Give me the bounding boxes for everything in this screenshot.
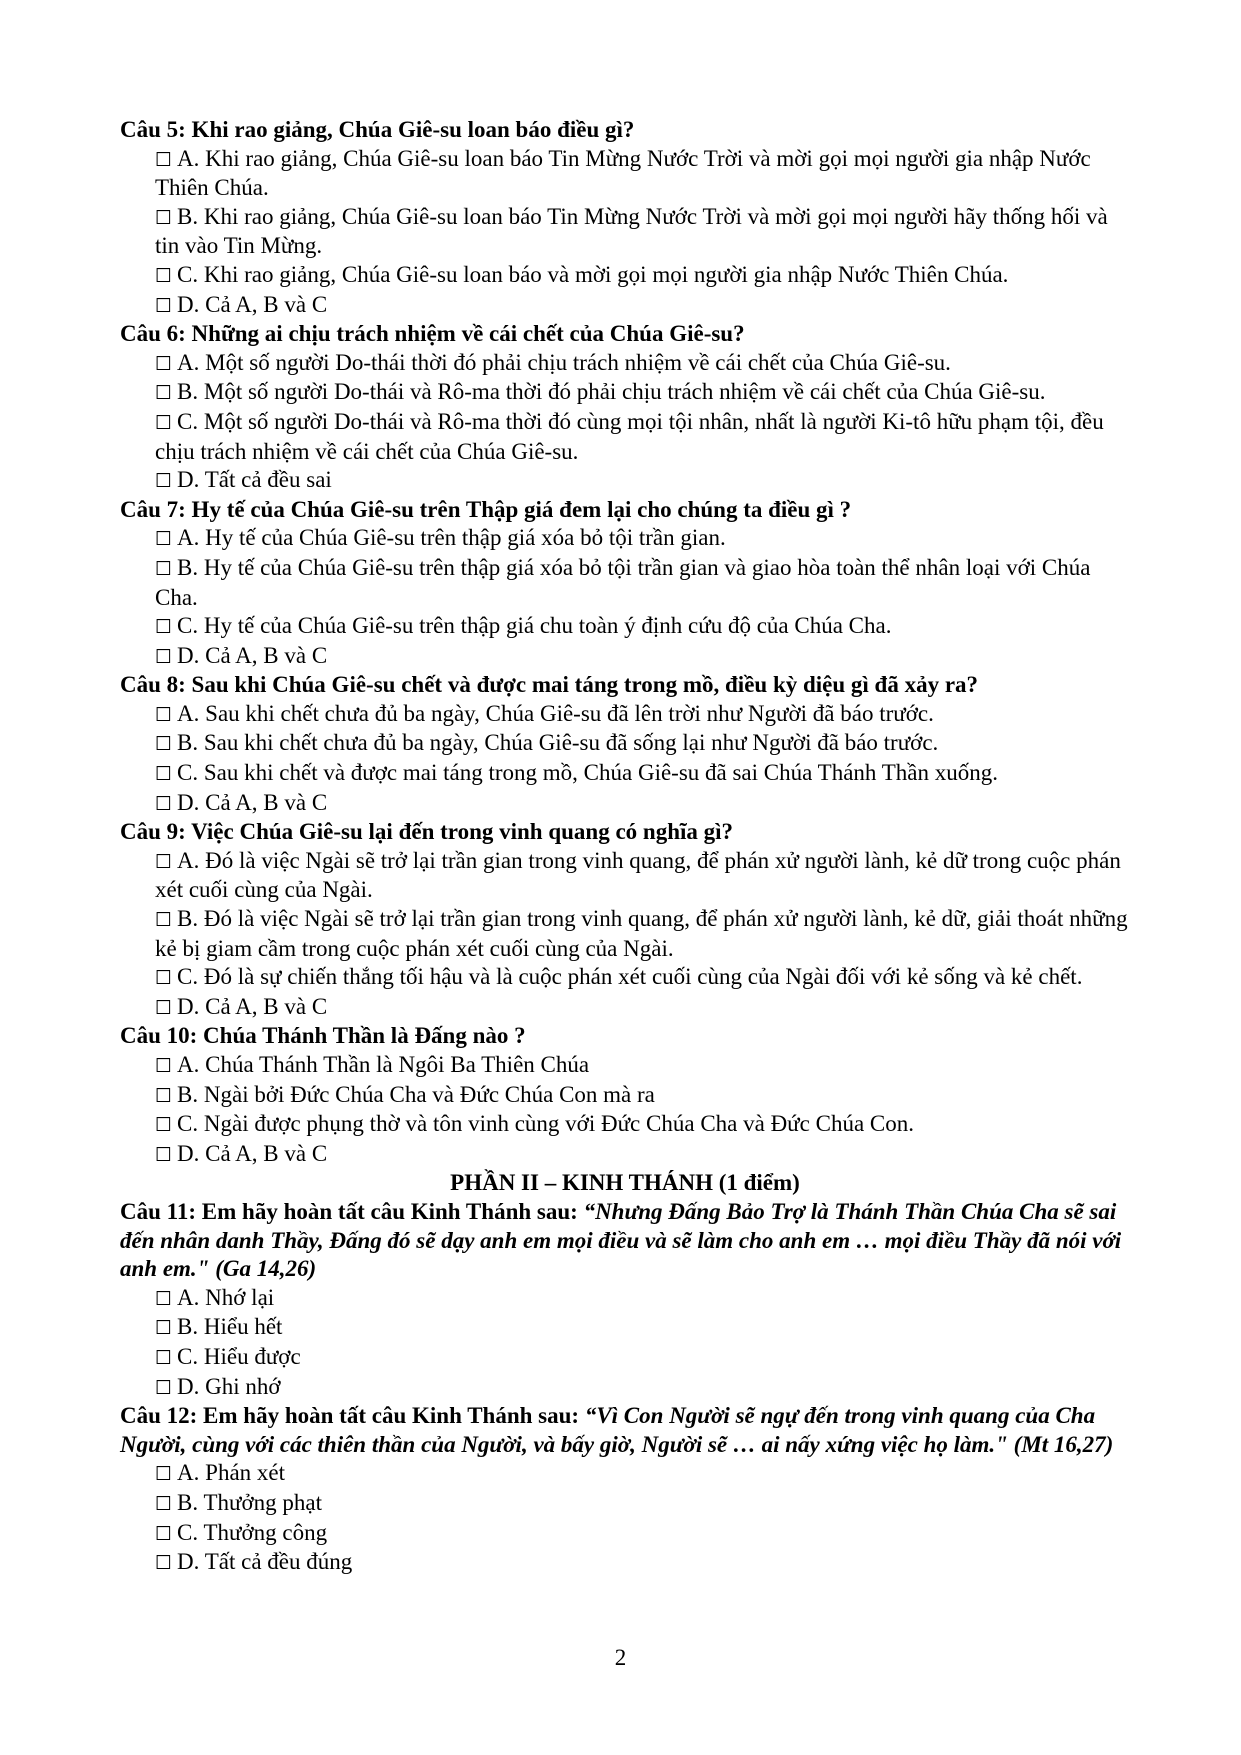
option-text: B. Hiểu hết	[177, 1314, 283, 1340]
option-text: D. Cả A, B và C	[177, 1140, 328, 1166]
checkbox-icon[interactable]: ☐	[155, 909, 173, 932]
option-text: B. Khi rao giảng, Chúa Giê-su loan báo Tin Mừng Nước Trời và mời gọi mọi người hãy thống hối và tin vào Tin Mừng.	[155, 203, 1108, 259]
question-title: Câu 6: Những ai chịu trách nhiệm về cái chết của Chúa Giê-su?	[120, 321, 745, 347]
question-prompt: Câu 11: Em hãy hoàn tất câu Kinh Thánh sau:	[120, 1198, 584, 1224]
answer-option	[155, 349, 1130, 379]
checkbox-icon[interactable]: ☐	[155, 792, 173, 815]
question-title: Câu 5: Khi rao giảng, Chúa Giê-su loan báo điều gì?	[120, 117, 635, 142]
option-text: C. Đó là sự chiến thắng tối hậu và là cuộc phán xét cuối cùng của Ngài đối với kẻ sống và kẻ chết.	[177, 964, 1083, 990]
option-text: B. Đó là việc Ngài sẽ trở lại trần gian trong vinh quang, để phán xử người lành, kẻ dữ, giải thoát những kẻ bị giam cầm trong cuộc phán xét cuối cùng của Ngài.	[155, 906, 1128, 961]
checkbox-icon[interactable]: ☐	[155, 645, 173, 668]
answer-option	[155, 203, 1130, 261]
checkbox-icon[interactable]: ☐	[155, 1463, 173, 1486]
answer-option	[155, 145, 1130, 203]
answer-option	[155, 1110, 1130, 1140]
question-block	[120, 116, 1130, 320]
answer-option	[155, 729, 1130, 759]
option-text: D. Cả A, B và C	[177, 291, 328, 317]
option-text: A. Khi rao giảng, Chúa Giê-su loan báo Tin Mừng Nước Trời và mời gọi mọi người gia nhập Nước Thiên Chúa.	[155, 145, 1091, 201]
answer-option	[155, 524, 1130, 554]
option-text: C. Khi rao giảng, Chúa Giê-su loan báo và mời gọi mọi người gia nhập Nước Thiên Chúa.	[177, 261, 1009, 287]
option-text: D. Tất cả đều đúng	[177, 1549, 353, 1575]
question-block	[120, 1198, 1130, 1402]
checkbox-icon[interactable]: ☐	[155, 264, 173, 287]
checkbox-icon[interactable]: ☐	[155, 411, 173, 434]
answer-option	[155, 378, 1130, 408]
checkbox-icon[interactable]: ☐	[155, 528, 173, 551]
option-text: D. Cả A, B và C	[177, 642, 328, 668]
checkbox-icon[interactable]: ☐	[155, 616, 173, 639]
option-text: D. Tất cả đều sai	[177, 467, 332, 493]
option-text: B. Sau khi chết chưa đủ ba ngày, Chúa Giê-su đã sống lại như Người đã báo trước.	[177, 730, 939, 756]
question-block	[120, 1022, 1130, 1169]
option-text: B. Hy tế của Chúa Giê-su trên thập giá xóa bỏ tội trần gian và giao hòa toàn thể nhân loại với Chúa Cha.	[155, 554, 1091, 610]
question-prompt: Câu 12: Em hãy hoàn tất câu Kinh Thánh sau:	[120, 1403, 585, 1429]
question-block	[120, 671, 1130, 818]
answer-option	[155, 1519, 1130, 1549]
answer-option	[155, 1548, 1130, 1578]
answer-option	[155, 554, 1130, 612]
question-block	[120, 1402, 1130, 1578]
answer-option	[155, 789, 1130, 819]
option-text: D. Cả A, B và C	[177, 993, 328, 1019]
answer-option	[155, 1284, 1130, 1314]
checkbox-icon[interactable]: ☐	[155, 1492, 173, 1515]
option-text: C. Hy tế của Chúa Giê-su trên thập giá chu toàn ý định cứu độ của Chúa Cha.	[177, 613, 892, 639]
option-text: A. Hy tế của Chúa Giê-su trên thập giá xóa bỏ tội trần gian.	[177, 525, 726, 551]
checkbox-icon[interactable]: ☐	[155, 733, 173, 756]
answer-option	[155, 1051, 1130, 1081]
answer-option	[155, 291, 1130, 321]
checkbox-icon[interactable]: ☐	[155, 1055, 173, 1077]
checkbox-icon[interactable]: ☐	[155, 1143, 173, 1166]
option-text: C. Sau khi chết và được mai táng trong mồ, Chúa Giê-su đã sai Chúa Thánh Thần xuống.	[177, 760, 999, 786]
checkbox-icon[interactable]: ☐	[155, 996, 173, 1019]
answer-option	[155, 642, 1130, 672]
question-title: Câu 10: Chúa Thánh Thần là Đấng nào ?	[120, 1023, 526, 1049]
option-text: C. Ngài được phụng thờ và tôn vinh cùng với Đức Chúa Cha và Đức Chúa Con.	[177, 1111, 915, 1137]
checkbox-icon[interactable]: ☐	[155, 148, 173, 171]
answer-option	[155, 1140, 1130, 1170]
section-heading: PHẦN II – KINH THÁNH (1 điểm)	[450, 1170, 800, 1196]
option-text: A. Đó là việc Ngài sẽ trở lại trần gian trong vinh quang, để phán xử người lành, kẻ dữ trong cuộc phán xét cuối cùng của Ngài.	[155, 847, 1121, 903]
option-text: B. Thưởng phạt	[177, 1489, 322, 1515]
answer-option	[155, 993, 1130, 1023]
option-text: D. Cả A, B và C	[177, 789, 328, 815]
checkbox-icon[interactable]: ☐	[155, 470, 173, 493]
answer-option	[155, 905, 1130, 963]
answer-option	[155, 1081, 1130, 1111]
document-page	[120, 116, 1130, 1578]
answer-option	[155, 466, 1130, 496]
option-text: B. Ngài bởi Đức Chúa Cha và Đức Chúa Con mà ra	[177, 1081, 655, 1107]
option-text: A. Sau khi chết chưa đủ ba ngày, Chúa Giê-su đã lên trời như Người đã báo trước.	[177, 700, 934, 726]
question-block	[120, 320, 1130, 496]
answer-option	[155, 261, 1130, 291]
question-title: Câu 8: Sau khi Chúa Giê-su chết và được mai táng trong mồ, điều kỳ diệu gì đã xảy ra?	[120, 672, 979, 698]
answer-option	[155, 1459, 1130, 1489]
checkbox-icon[interactable]: ☐	[155, 557, 173, 580]
scripture-quote: “Nhưng Đấng Bảo Trợ là Thánh Thần Chúa Cha sẽ sai đến nhân danh Thầy, Đấng đó sẽ dạy anh em mọi điều và sẽ làm cho anh em … mọi điều Thầy đã nói với anh em." (Ga 14,26)	[120, 1198, 1122, 1282]
answer-option	[155, 1373, 1130, 1403]
answer-option	[155, 759, 1130, 789]
answer-option	[155, 847, 1130, 905]
option-text: A. Phán xét	[177, 1460, 286, 1486]
option-text: C. Hiểu được	[177, 1343, 301, 1369]
option-text: C. Thưởng công	[177, 1519, 328, 1545]
question-title	[120, 1402, 1130, 1459]
answer-option	[155, 1313, 1130, 1343]
scripture-quote: “Vì Con Người sẽ ngự đến trong vinh quang của Cha Người, cùng với các thiên thần của Người, và bấy giờ, Người sẽ … ai nấy xứng việc họ làm." (Mt 16,27)	[120, 1403, 1114, 1457]
answer-option	[155, 963, 1130, 993]
checkbox-icon[interactable]: ☐	[155, 1376, 173, 1399]
question-title: Câu 9: Việc Chúa Giê-su lại đến trong vinh quang có nghĩa gì?	[120, 819, 734, 845]
checkbox-icon[interactable]: ☐	[155, 1346, 173, 1369]
option-text: C. Một số người Do-thái và Rô-ma thời đó cùng mọi tội nhân, nhất là người Ki-tô hữu phạm tội, đều chịu trách nhiệm về cái chết của Chúa Giê-su.	[155, 408, 1104, 464]
answer-option	[155, 612, 1130, 642]
option-text: D. Ghi nhớ	[177, 1373, 281, 1399]
question-title: Câu 7: Hy tế của Chúa Giê-su trên Thập giá đem lại cho chúng ta điều gì ?	[120, 496, 852, 522]
checkbox-icon[interactable]: ☐	[155, 206, 173, 229]
answer-option	[155, 700, 1130, 730]
checkbox-icon[interactable]: ☐	[155, 850, 173, 873]
page-number: 2	[614, 1645, 627, 1670]
option-text: A. Một số người Do-thái thời đó phải chịu trách nhiệm về cái chết của Chúa Giê-su.	[177, 349, 951, 375]
question-block	[120, 496, 1130, 672]
checkbox-icon[interactable]: ☐	[155, 1552, 173, 1575]
checkbox-icon[interactable]: ☐	[155, 1287, 173, 1310]
checkbox-icon[interactable]: ☐	[155, 1522, 173, 1545]
checkbox-icon[interactable]: ☐	[155, 1114, 173, 1137]
answer-option	[155, 1343, 1130, 1373]
checkbox-icon[interactable]: ☐	[155, 382, 173, 405]
answer-option	[155, 408, 1130, 466]
option-text: B. Một số người Do-thái và Rô-ma thời đó phải chịu trách nhiệm về cái chết của Chúa Giê-su.	[177, 379, 1046, 405]
checkbox-icon[interactable]: ☐	[155, 1084, 173, 1107]
checkbox-icon[interactable]: ☐	[155, 352, 173, 375]
checkbox-icon[interactable]: ☐	[155, 294, 173, 317]
checkbox-icon[interactable]: ☐	[155, 703, 173, 726]
question-block	[120, 818, 1130, 1022]
checkbox-icon[interactable]: ☐	[155, 1317, 173, 1340]
checkbox-icon[interactable]: ☐	[155, 967, 173, 990]
checkbox-icon[interactable]: ☐	[155, 763, 173, 786]
answer-option	[155, 1489, 1130, 1519]
option-text: A. Nhớ lại	[177, 1284, 275, 1310]
question-title	[120, 1198, 1130, 1284]
option-text: A. Chúa Thánh Thần là Ngôi Ba Thiên Chúa	[177, 1052, 590, 1077]
